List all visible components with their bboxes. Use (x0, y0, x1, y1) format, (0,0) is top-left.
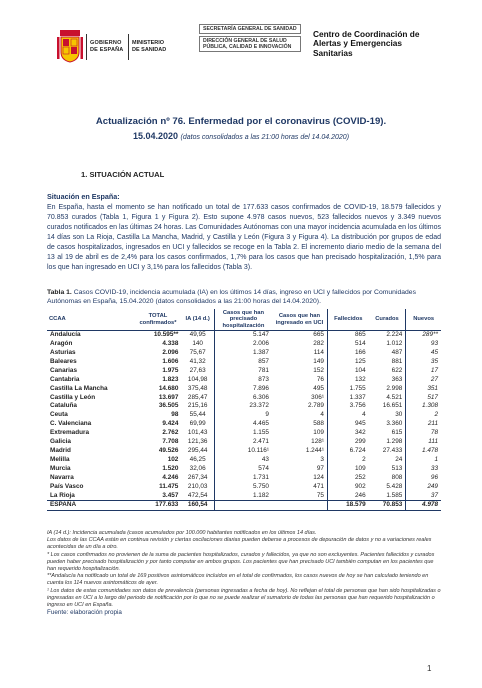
value-cell: 2.998 (386, 384, 403, 392)
value-cell: 1.244¹ (305, 447, 324, 454)
table-row (47, 376, 441, 385)
value-cell: 2.006 (214, 340, 272, 349)
ccaa-name-cell: País Vasco (50, 482, 84, 490)
value-cell: 1.823 (162, 375, 179, 383)
ccaa-name-cell: C. Valenciana (50, 420, 92, 428)
header-center-line: Sanitarias (313, 47, 353, 58)
value-cell: 140 (192, 340, 203, 348)
value-cell: 513 (391, 464, 403, 472)
value-cell: 4.465 (214, 420, 272, 429)
table-row (47, 402, 441, 411)
value-cell: 109 (313, 429, 324, 437)
table-row (47, 349, 441, 358)
table-row (47, 438, 441, 447)
document-date: 15.04.2020 (132, 131, 178, 141)
logo-text: GOBIERNO (90, 40, 122, 46)
value-cell: 2.224 (386, 331, 403, 339)
table-row (47, 420, 441, 429)
ccaa-name-cell: Canarias (50, 366, 77, 374)
value-cell: 2.471 (214, 438, 272, 447)
ccaa-name-cell: Baleares (50, 357, 77, 365)
value-cell: 36.505 (158, 402, 179, 410)
ccaa-name-cell: ESPAÑA (47, 501, 135, 511)
col-header: IA (14 d.) (181, 309, 214, 331)
value-cell: 1.387 (214, 349, 272, 358)
page-number: 1 (427, 664, 432, 673)
source-note: Fuente: elaboración propia (47, 609, 122, 617)
value-cell: 574 (214, 465, 272, 474)
value-cell: 781 (214, 367, 272, 376)
value-cell: 93 (406, 340, 441, 349)
value-cell: 615 (391, 429, 403, 437)
value-cell: 1.155 (214, 429, 272, 438)
col-header: Nuevos (406, 309, 441, 331)
value-cell: 210,03 (187, 482, 208, 490)
value-cell: 109 (327, 465, 368, 474)
value-cell: 17 (406, 367, 441, 376)
caption-label: Tabla 1. (47, 289, 72, 296)
value-cell: 114 (313, 349, 324, 357)
table-row (47, 340, 441, 349)
logo-divider (86, 34, 87, 60)
value-cell: 2.096 (162, 349, 179, 357)
table-row (47, 331, 441, 340)
note: **Andalucía ha notificado un total de 169 positivos asintomáticos incluidos en el total de confirmados, los casos nuevos de hoy se han calculado teniendo en cuenta los 114 nuevos asintomáticos de ayer. (47, 573, 429, 587)
value-cell: 2 (406, 411, 441, 420)
value-cell: 1.975 (162, 366, 179, 374)
col-header: Casos que han precisado hospitalización (214, 309, 272, 331)
value-cell: 1.012 (386, 340, 403, 348)
value-cell: 149 (313, 357, 324, 365)
subsection-heading: Situación en España: (47, 192, 120, 201)
value-cell: 945 (327, 420, 368, 429)
government-logo (55, 24, 180, 68)
value-cell: 76 (316, 375, 324, 383)
col-header: CCAA (47, 309, 135, 331)
value-cell: 166 (327, 349, 368, 358)
document-title: Actualización nº 76. Enfermedad por el coronavirus (COVID-19). (95, 116, 387, 127)
value-cell: 5.147 (214, 331, 272, 340)
value-cell: 132 (327, 376, 368, 385)
value-cell: 472,54 (187, 491, 208, 499)
value-cell: 363 (391, 375, 403, 383)
value-cell: 7.708 (162, 438, 179, 446)
value-cell: 2.789 (307, 402, 324, 410)
value-cell: 69,99 (189, 420, 206, 428)
document-date-note: (datos consolidados a las 21:00 horas del 14.04.2020) (180, 134, 350, 141)
value-cell: 4.338 (162, 340, 179, 348)
value-cell: 4.978 (406, 501, 441, 511)
value-cell: 282 (313, 340, 324, 348)
value-cell: 1 (406, 456, 441, 465)
ccaa-name-cell: Andalucía (50, 331, 81, 339)
header-boxes (199, 24, 301, 54)
value-cell: 4 (327, 411, 368, 420)
value-cell: 252 (327, 474, 368, 483)
value-cell: 177.633 (135, 501, 182, 511)
value-cell: 41,32 (189, 357, 206, 365)
value-cell: 267,34 (187, 473, 208, 481)
value-cell: 3.457 (162, 491, 179, 499)
value-cell: 246 (327, 492, 368, 501)
value-cell: 9 (214, 411, 272, 420)
value-cell: 1.585 (386, 491, 403, 499)
value-cell: 514 (327, 340, 368, 349)
ccaa-name-cell: Castilla y León (50, 393, 96, 401)
note: * Los casos confirmados no provienen de la suma de pacientes hospitalizados, curados y fallecidos, ya que no son excluyentes. Pacientes fallecidos y curados pueden haber precisado hospitalización y por tanto computar en ambos grupos. Los pacientes que han precisado UCI también computan en los pacientes que han requerido hospitalización. (47, 551, 435, 573)
value-cell: 23.372 (214, 402, 272, 411)
table-row (47, 456, 441, 465)
value-cell: 1.308 (406, 402, 441, 411)
value-cell: 24 (395, 455, 403, 463)
ccaa-name-cell: Navarra (50, 473, 74, 481)
value-cell (214, 501, 272, 511)
header-center-line: Centro de Coordinación de (313, 29, 420, 39)
col-header: Fallecidos (327, 309, 368, 331)
value-cell: 665 (313, 331, 324, 339)
value-cell: 45 (406, 349, 441, 358)
table-row (47, 474, 441, 483)
value-cell: 78 (406, 429, 441, 438)
value-cell: 1.731 (214, 474, 272, 483)
value-cell: 4 (320, 411, 324, 419)
ccaa-name-cell: Castilla La Mancha (50, 384, 108, 392)
value-cell: 495 (313, 384, 324, 392)
value-cell: 98 (171, 411, 179, 419)
value-cell: 14.680 (158, 384, 179, 392)
table-row (47, 394, 441, 403)
value-cell (272, 501, 327, 511)
value-cell: 295,44 (187, 447, 208, 454)
value-cell: 1.520 (162, 464, 179, 472)
ccaa-name-cell: Asturias (50, 349, 76, 357)
coat-of-arms-icon (57, 28, 83, 64)
table-row (47, 385, 441, 394)
value-cell: 285,47 (187, 393, 208, 401)
value-cell: 11.475 (159, 482, 179, 490)
value-cell: 33 (406, 465, 441, 474)
value-cell: 6.306 (214, 394, 272, 403)
value-cell: 13.697 (158, 393, 179, 401)
value-cell: 101,43 (187, 429, 208, 437)
ccaa-name-cell: Cantabria (50, 375, 80, 383)
value-cell: 37 (406, 492, 441, 501)
value-cell: 6.724 (327, 447, 368, 456)
table-total-row (47, 501, 441, 511)
value-cell: 375,48 (187, 384, 208, 392)
value-cell: 70.853 (369, 501, 406, 511)
value-cell: 96 (406, 474, 441, 483)
value-cell: 1.606 (162, 357, 179, 365)
table-row (47, 447, 441, 456)
value-cell: 3.756 (327, 402, 368, 411)
value-cell: 4.246 (162, 473, 179, 481)
value-cell: 152 (313, 366, 324, 374)
note: IA (14 d.): Incidencia acumulada (casos acumulados por 100.000 habitantes notificados en los últimos 14 días. (47, 530, 317, 536)
value-cell: 32,06 (189, 464, 206, 472)
table-row (47, 358, 441, 367)
ccaa-name-cell: Extremadura (50, 429, 90, 437)
value-cell: 46,25 (189, 455, 206, 463)
value-cell: 342 (327, 429, 368, 438)
value-cell: 249 (406, 483, 441, 492)
value-cell: 43 (214, 456, 272, 465)
ccaa-name-cell: Melilla (50, 455, 70, 463)
value-cell: 622 (391, 366, 403, 374)
value-cell: 1.182 (214, 492, 272, 501)
value-cell: 211 (406, 420, 441, 429)
value-cell: 75 (316, 491, 324, 499)
value-cell: 299 (327, 438, 368, 447)
ccaa-name-cell: La Rioja (50, 491, 75, 499)
value-cell: 865 (327, 331, 368, 340)
logo-text: DE ESPAÑA (90, 46, 124, 53)
value-cell: 881 (391, 357, 403, 365)
table-row (47, 429, 441, 438)
value-cell: 588 (313, 420, 324, 428)
value-cell: 471 (313, 482, 324, 490)
value-cell: 857 (214, 358, 272, 367)
logo-text: DE SANIDAD (132, 46, 167, 53)
value-cell: 873 (214, 376, 272, 385)
value-cell: 7.896 (214, 385, 272, 394)
value-cell: 289** (406, 331, 441, 340)
table-row (47, 492, 441, 501)
value-cell: 1.478 (406, 447, 441, 456)
ccaa-name-cell: Aragón (50, 340, 73, 348)
value-cell: 49.526 (158, 447, 179, 454)
logo-text: MINISTERIO (132, 40, 165, 46)
logo-divider (128, 34, 129, 60)
value-cell: 160,54 (181, 501, 214, 511)
value-cell: 35 (406, 358, 441, 367)
value-cell: 16.651 (382, 402, 403, 410)
col-header: Casos que han ingresado en UCI (272, 309, 327, 331)
table-caption (47, 288, 441, 306)
header-center-line: Alertas y Emergencias (313, 38, 403, 49)
ccaa-name-cell: Murcia (50, 464, 71, 472)
value-cell: 75,67 (189, 349, 206, 357)
value-cell: 1.298 (386, 438, 403, 446)
value-cell: 2.762 (162, 429, 179, 437)
value-cell: 18.579 (327, 501, 368, 511)
value-cell: 30 (395, 411, 403, 419)
caption-text: Casos COVID-19, incidencia acumulada (IA) en los últimos 14 días, ingreso en UCI y fallecidos por Comunidades Autónomas en España, 15.04.2020 (datos consolidados a las 21:00 horas del 14.04.2020). (47, 289, 416, 305)
value-cell: 306¹ (311, 393, 324, 401)
section-heading: 1. SITUACIÓN ACTUAL (81, 170, 165, 179)
ccaa-name-cell: Cataluña (50, 402, 77, 410)
value-cell: 97 (316, 464, 324, 472)
header-box-secretaria: SECRETARÍA GENERAL DE SANIDAD (199, 24, 301, 34)
value-cell: 3 (320, 455, 324, 463)
note: ¹ Los datos de estas comunidades son datos de prevalencia (personas ingresadas a fecha de hoy). No reflejan el total de personas que han sido hospitalizadas o ingresadas en UCI a lo largo del periodo de notificación por lo que no se puede realizar el sumatorio de todas las personas que han requerido hospitalización o ingreso en UCI en España. (47, 587, 441, 609)
table-row (47, 411, 441, 420)
value-cell: 27.433 (382, 447, 403, 454)
value-cell: 351 (406, 385, 441, 394)
value-cell: 10.595** (153, 331, 179, 339)
value-cell: 1.337 (327, 394, 368, 403)
value-cell: 104 (327, 367, 368, 376)
value-cell: 55,44 (189, 411, 206, 419)
table-row (47, 367, 441, 376)
header-center-name (313, 30, 443, 58)
table-notes (47, 530, 441, 616)
value-cell: 111 (406, 438, 441, 447)
value-cell: 27,63 (189, 366, 206, 374)
value-cell: 121,36 (187, 438, 208, 446)
value-cell: 124 (313, 473, 324, 481)
logo-ministerio (132, 40, 166, 53)
logo-gobierno (90, 40, 123, 53)
ccaa-name-cell: Ceuta (50, 411, 68, 419)
summary-paragraph: En España, hasta el momento se han notificado un total de 177.633 casos confirmados de COVID-19, 18.579 fallecidos y 70.853 curados (Tabla 1, Figura 1 y Figura 2). Esto supone 4.978 casos nuevos, 523 fallecidos nuevos y 3.349 nuevos curados notificados en las últimas 24 horas. Las Comunidades Autónomas con una mayor incidencia acumulada en los últimos 14 días son La Rioja, Castilla La Mancha, Madrid, y Castilla y León (Figura 3 y Figura 4). La distribución por grupos de edad de casos hospitalizados, ingresados en UCI y fallecidos se recoge en la Tabla 2. El incremento diario medio de la semana del 13 al 19 de abril es de 2,4% para los casos confirmados, 1,7% para los casos que han precisado hospitalización, 1,5% para los que han ingresado en UCI y 3,1% para los fallecidos (Tabla 3). (47, 204, 441, 271)
ccaa-name-cell: Galicia (50, 438, 71, 446)
value-cell: 3.360 (386, 420, 403, 428)
ccaa-name-cell: Madrid (50, 447, 71, 454)
value-cell: 2 (327, 456, 368, 465)
value-cell: 102 (167, 455, 179, 463)
value-cell: 9.424 (162, 420, 179, 428)
table-row (47, 465, 441, 474)
value-cell: 10.116¹ (214, 447, 272, 456)
value-cell: 5.428 (386, 482, 403, 490)
table-body (47, 331, 441, 511)
value-cell: 215,16 (187, 402, 208, 410)
value-cell: 49,95 (189, 331, 206, 339)
value-cell: 128¹ (311, 438, 324, 446)
value-cell: 4.521 (386, 393, 403, 401)
value-cell: 104,98 (187, 375, 208, 383)
col-header: TOTAL confirmados* (135, 309, 182, 331)
header-box-direccion: DIRECCIÓN GENERAL DE SALUD PÚBLICA, CALIDAD E INNOVACIÓN (199, 36, 301, 52)
value-cell: 517 (406, 394, 441, 403)
value-cell: 5.750 (214, 483, 272, 492)
value-cell: 487 (391, 349, 403, 357)
value-cell: 27 (406, 376, 441, 385)
value-cell: 808 (391, 473, 403, 481)
covid-table (47, 309, 441, 511)
col-header: Curados (369, 309, 406, 331)
value-cell: 1.755 (327, 385, 368, 394)
table-header-row (47, 309, 441, 331)
table-row (47, 483, 441, 492)
value-cell: 902 (327, 483, 368, 492)
value-cell: 125 (327, 358, 368, 367)
document-date-line (0, 131, 482, 141)
note: Los datos de las CCAA están en continua revisión y ciertas oscilaciones diarias pueden deberse a procesos de depuración de datos y no a variaciones reales acontecidas de un día a otro. (47, 537, 432, 551)
